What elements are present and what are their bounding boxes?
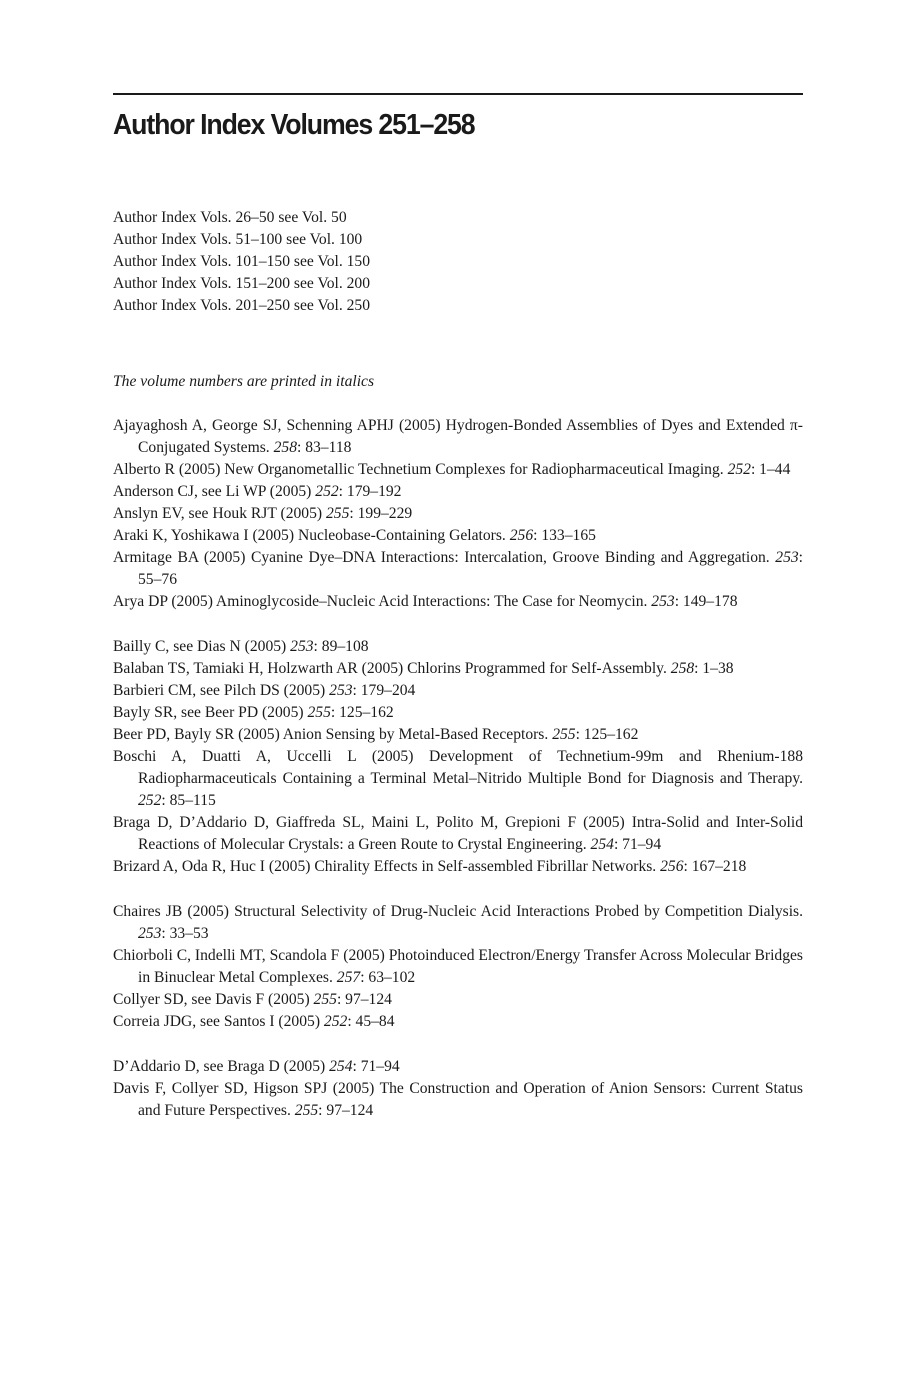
entry-citation: Ajayaghosh A, George SJ, Schenning APHJ (2005) Hydrogen-Bonded Assemblies of Dyes and Extended π-Conjugated Systems. bbox=[113, 417, 803, 456]
entry-volume: 252 bbox=[727, 461, 751, 478]
entry-volume: 253 bbox=[138, 925, 162, 942]
entry-pages: : 149–178 bbox=[674, 593, 738, 610]
entry-pages: : 89–108 bbox=[313, 638, 369, 655]
entry-citation: Beer PD, Bayly SR (2005) Anion Sensing by Metal-Based Receptors. bbox=[113, 726, 549, 743]
previous-index-list bbox=[113, 207, 803, 317]
letter-group bbox=[113, 901, 803, 1033]
header-rule bbox=[113, 93, 803, 95]
entry-citation: Alberto R (2005) New Organometallic Technetium Complexes for Radiopharmaceutical Imaging. bbox=[113, 461, 724, 478]
entry-pages: : 71–94 bbox=[613, 836, 662, 853]
entry-volume: 254 bbox=[590, 836, 614, 853]
entry-citation: Barbieri CM, see Pilch DS (2005) bbox=[113, 682, 326, 699]
entry-pages: : 45–84 bbox=[347, 1013, 395, 1030]
entry-pages: : 1–38 bbox=[694, 660, 734, 677]
entry-pages: : 63–102 bbox=[360, 969, 416, 986]
page-title: Author Index Volumes 251–258 bbox=[113, 109, 475, 141]
entry-volume: 252 bbox=[138, 792, 162, 809]
entry-pages: : 167–218 bbox=[683, 858, 747, 875]
entry-citation: Chaires JB (2005) Structural Selectivity of Drug-Nucleic Acid Interactions Probed by Competition Dialysis. bbox=[113, 903, 803, 920]
entry-pages: : 125–162 bbox=[575, 726, 639, 743]
entry-pages: : 71–94 bbox=[352, 1058, 400, 1075]
index-entry bbox=[113, 481, 803, 503]
index-entry bbox=[113, 636, 803, 658]
entry-volume: 252 bbox=[323, 1013, 348, 1030]
entry-citation: Brizard A, Oda R, Huc I (2005) Chirality Effects in Self-assembled Fibrillar Networks. bbox=[113, 858, 657, 875]
entry-citation: Chiorboli C, Indelli MT, Scandola F (2005) Photoinduced Electron/Energy Transfer Across Molecular Bridges in Binuclear Metal Complexes. bbox=[113, 947, 803, 986]
italics-note: The volume numbers are printed in italics bbox=[113, 373, 375, 390]
entry-volume: 256 bbox=[660, 858, 684, 875]
entry-pages: : 1–44 bbox=[750, 461, 791, 478]
index-entry bbox=[113, 945, 803, 989]
entry-pages: : 33–53 bbox=[161, 925, 209, 942]
entry-citation: Collyer SD, see Davis F (2005) bbox=[113, 991, 310, 1008]
entry-volume: 255 bbox=[313, 991, 337, 1008]
index-entry bbox=[113, 1078, 803, 1122]
entry-volume: 253 bbox=[290, 638, 314, 655]
entry-citation: Bayly SR, see Beer PD (2005) bbox=[113, 704, 304, 721]
index-entry bbox=[113, 503, 803, 525]
index-entry bbox=[113, 591, 803, 613]
index-entry bbox=[113, 459, 803, 481]
entry-volume: 255 bbox=[294, 1102, 319, 1119]
index-entry bbox=[113, 415, 803, 459]
entry-pages: : 83–118 bbox=[296, 439, 352, 456]
entry-volume: 257 bbox=[336, 969, 361, 986]
entry-citation: Balaban TS, Tamiaki H, Holzwarth AR (2005) Chlorins Programmed for Self-Assembly. bbox=[113, 660, 667, 677]
entry-pages: : 133–165 bbox=[533, 527, 596, 544]
entry-citation: Anslyn EV, see Houk RJT (2005) bbox=[113, 505, 323, 522]
entry-volume: 253 bbox=[775, 549, 799, 566]
entry-citation: Armitage BA (2005) Cyanine Dye–DNA Interactions: Intercalation, Groove Binding and Aggregation. bbox=[113, 549, 770, 566]
entry-pages: : 179–192 bbox=[338, 483, 402, 500]
entry-citation: Bailly C, see Dias N (2005) bbox=[113, 638, 287, 655]
index-entry bbox=[113, 812, 803, 856]
previous-index-line: Author Index Vols. 51–100 see Vol. 100 bbox=[113, 231, 363, 248]
previous-index-line: Author Index Vols. 101–150 see Vol. 150 bbox=[113, 253, 371, 270]
entry-citation: Araki K, Yoshikawa I (2005) Nucleobase-Containing Gelators. bbox=[113, 527, 506, 544]
entry-pages: : 199–229 bbox=[349, 505, 413, 522]
index-page bbox=[113, 93, 803, 1122]
letter-group bbox=[113, 1056, 803, 1122]
index-entry bbox=[113, 901, 803, 945]
entry-volume: 255 bbox=[307, 704, 331, 721]
index-entry bbox=[113, 658, 803, 680]
entry-volume: 258 bbox=[273, 439, 297, 456]
index-entry bbox=[113, 702, 803, 724]
entry-volume: 256 bbox=[509, 527, 534, 544]
index-entry bbox=[113, 1011, 803, 1033]
entry-volume: 255 bbox=[552, 726, 576, 743]
entry-pages: : 97–124 bbox=[336, 991, 392, 1008]
entry-volume: 254 bbox=[329, 1058, 353, 1075]
entry-volume: 253 bbox=[329, 682, 353, 699]
index-entry bbox=[113, 989, 803, 1011]
entry-volume: 255 bbox=[325, 505, 350, 522]
entry-citation: Arya DP (2005) Aminoglycoside–Nucleic Acid Interactions: The Case for Neomycin. bbox=[113, 593, 648, 610]
previous-index-line: Author Index Vols. 201–250 see Vol. 250 bbox=[113, 297, 371, 314]
entry-pages: : 125–162 bbox=[330, 704, 394, 721]
letter-group bbox=[113, 636, 803, 878]
entry-pages: : 55–76 bbox=[138, 549, 803, 588]
entry-citation: Boschi A, Duatti A, Uccelli L (2005) Development of Technetium-99m and Rhenium-188 Radiopharmaceuticals Containing a Terminal Metal–Nitrido Multiple Bond for Diagnosis and Therapy. bbox=[113, 748, 803, 787]
entry-citation: D’Addario D, see Braga D (2005) bbox=[113, 1058, 326, 1075]
letter-group bbox=[113, 415, 803, 613]
index-entry bbox=[113, 1056, 803, 1078]
index-entry bbox=[113, 525, 803, 547]
index-entry bbox=[113, 547, 803, 591]
entry-pages: : 85–115 bbox=[161, 792, 216, 809]
previous-index-line: Author Index Vols. 151–200 see Vol. 200 bbox=[113, 275, 371, 292]
index-entry bbox=[113, 746, 803, 812]
entry-pages: : 179–204 bbox=[352, 682, 416, 699]
entry-citation: Correia JDG, see Santos I (2005) bbox=[113, 1013, 321, 1030]
entry-citation: Davis F, Collyer SD, Higson SPJ (2005) The Construction and Operation of Anion Sensors: Current Status and Future Perspectives. bbox=[113, 1080, 803, 1119]
index-entry bbox=[113, 680, 803, 702]
entry-citation: Anderson CJ, see Li WP (2005) bbox=[113, 483, 312, 500]
entry-citation: Braga D, D’Addario D, Giaffreda SL, Maini L, Polito M, Grepioni F (2005) Intra-Solid and Inter-Solid Reactions of Molecular Crystals: a Green Route to Crystal Engineering. bbox=[113, 814, 803, 853]
previous-index-line: Author Index Vols. 26–50 see Vol. 50 bbox=[113, 209, 347, 226]
entry-pages: : 97–124 bbox=[318, 1102, 374, 1119]
entry-volume: 253 bbox=[651, 593, 675, 610]
entry-volume: 258 bbox=[670, 660, 695, 677]
index-entry bbox=[113, 856, 803, 878]
index-entry bbox=[113, 724, 803, 746]
author-entries bbox=[113, 415, 803, 1122]
entry-volume: 252 bbox=[315, 483, 339, 500]
